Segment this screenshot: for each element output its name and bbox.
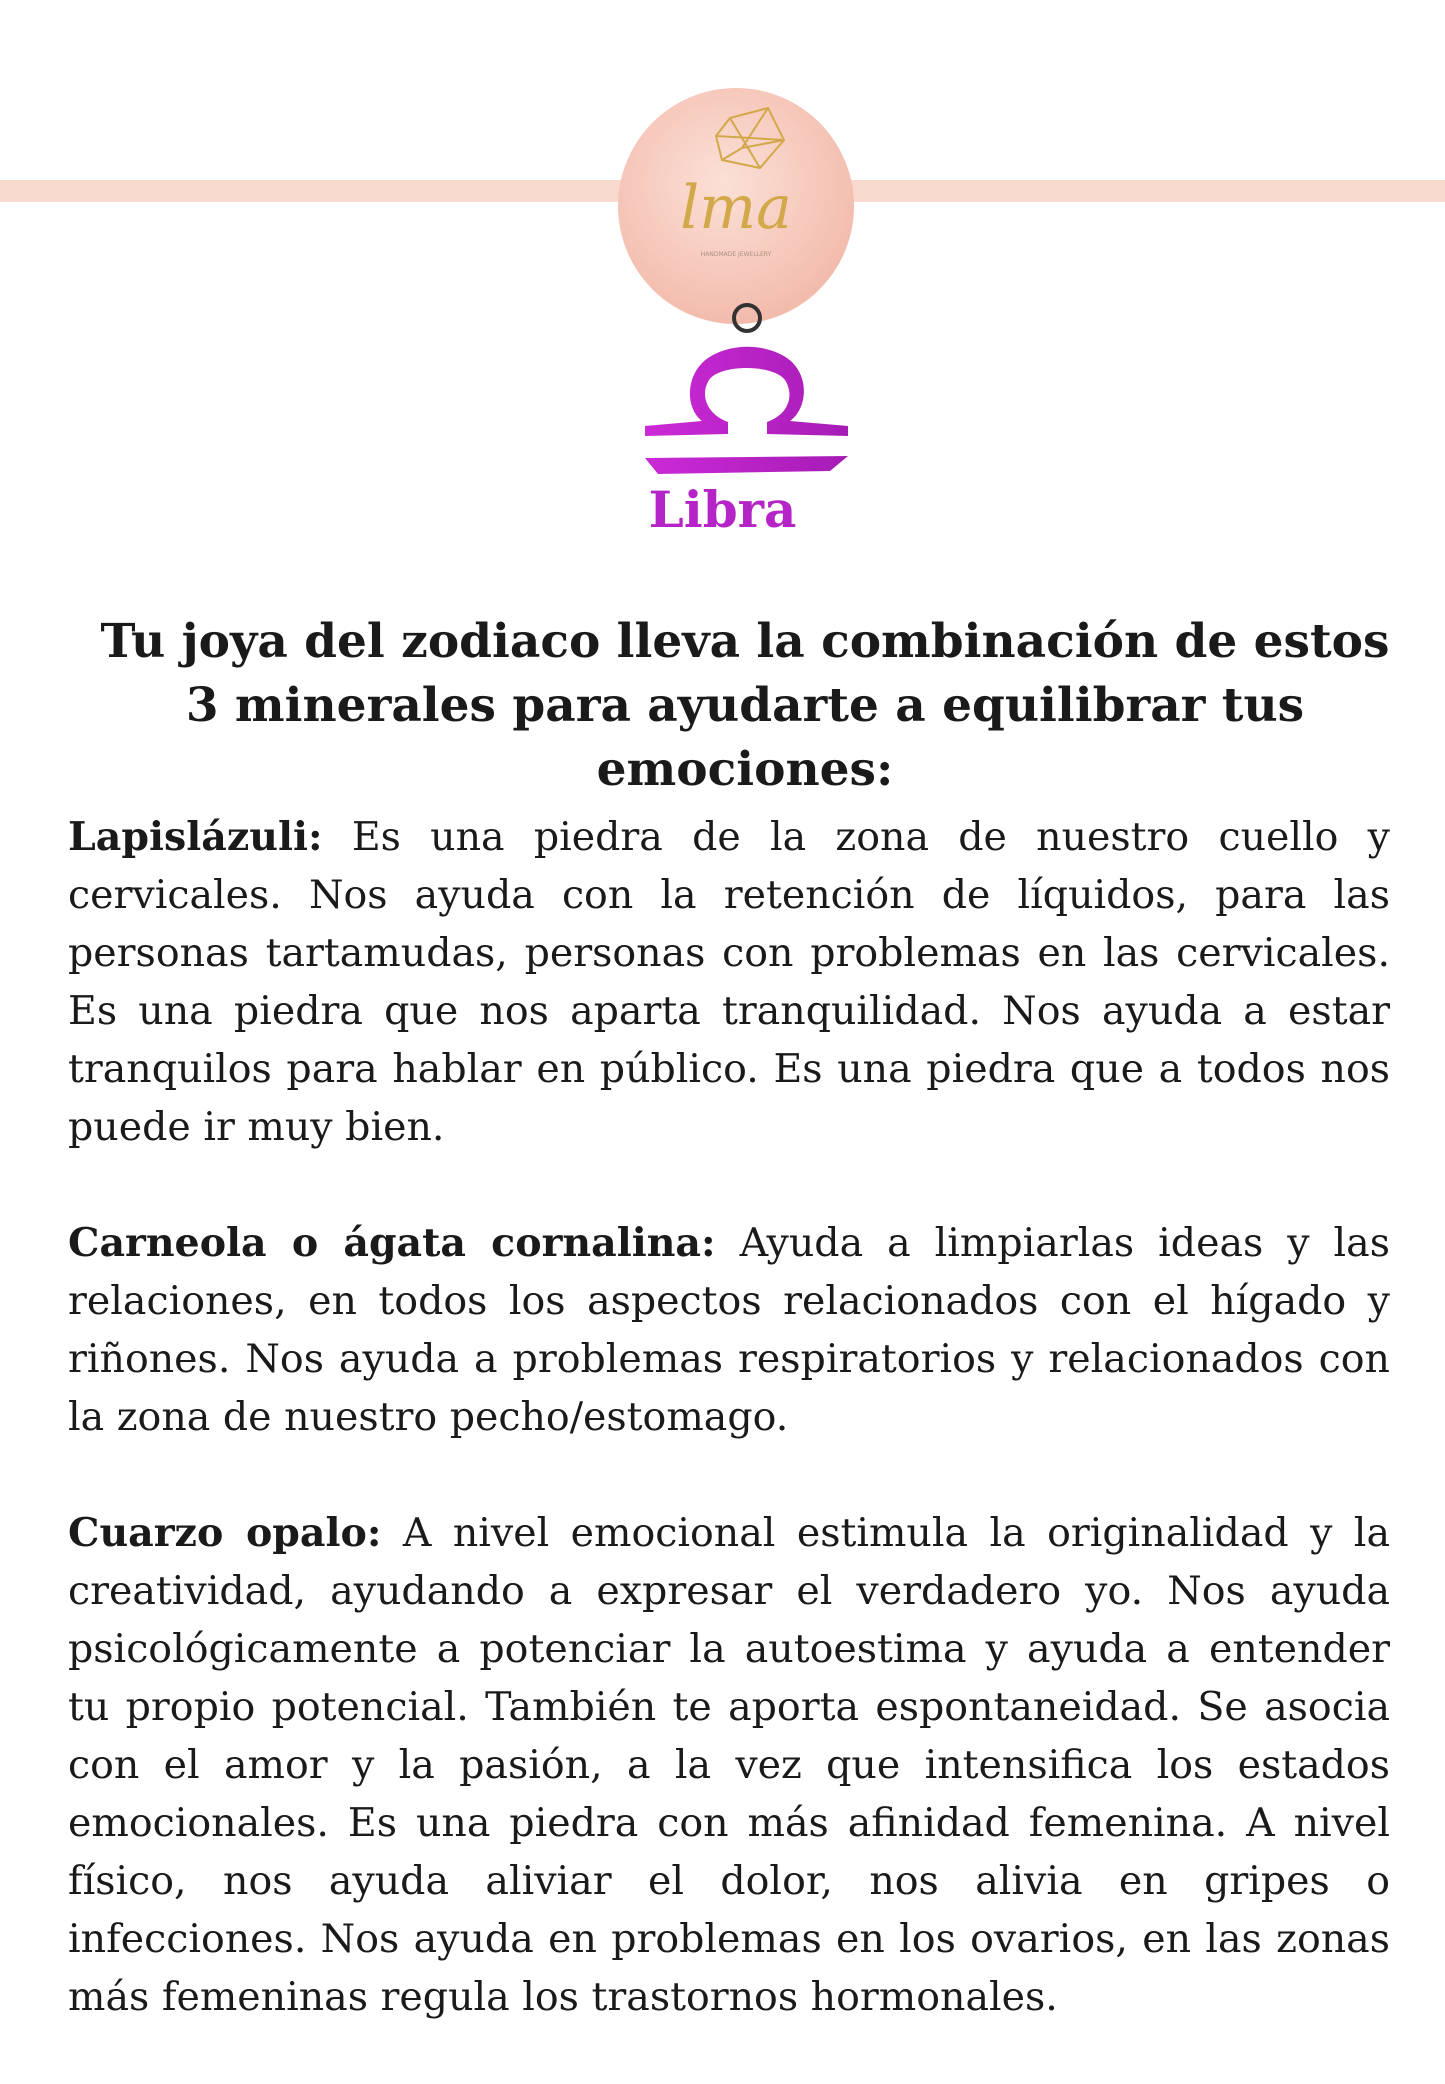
mineral-carneola [68, 1214, 1390, 1446]
libra-symbol-icon [640, 298, 850, 480]
mineral-cuarzo-opalo [68, 1504, 1390, 2026]
mineral-name: Carneola o ágata cornalina: [68, 1220, 716, 1266]
logo-tagline: HANDMADE JEWELLERY [700, 251, 772, 258]
hanging-ring [734, 305, 760, 331]
intro-heading: Tu joya del zodiaco lleva la combinación de estos 3 minerales para ayudarte a equilibrar tus emociones: [100, 614, 1390, 797]
mineral-name: Cuarzo opalo: [68, 1510, 382, 1556]
logo-wordmark: lma [680, 173, 792, 243]
sign-name: Libra [648, 480, 797, 539]
brand-logo [618, 88, 854, 324]
mineral-description: Es una piedra de la zona de nuestro cuello y cervicales. Nos ayuda con la retención de líquidos, para las personas tartamudas, personas con problemas en las cervicales. Es una piedra que nos aparta tranquilidad. Nos ayuda a estar tranquilos para hablar en público. Es una piedra que a todos nos puede ir muy bien. [68, 814, 1390, 1150]
minerals-list [68, 808, 1390, 2084]
mineral-lapislazuli [68, 808, 1390, 1156]
mineral-name: Lapislázuli: [68, 814, 323, 860]
libra-lower-bar [645, 456, 848, 474]
mineral-description: A nivel emocional estimula la originalidad y la creatividad, ayudando a expresar el verdadero yo. Nos ayuda psicológicamente a potenciar la autoestima y ayuda a entender tu propio potencial. También te aporta espontaneidad. Se asocia con el amor y la pasión, a la vez que intensifica los estados emocionales. Es una piedra con más afinidad femenina. A nivel físico, nos ayuda aliviar el dolor, nos alivia en gripes o infecciones. Nos ayuda en problemas en los ovarios, en las zonas más femeninas regula los trastornos hormonales. [68, 1510, 1390, 2020]
libra-upper-arc [645, 347, 848, 436]
mineral-description: Ayuda a limpiarlas ideas y las relaciones, en todos los aspectos relacionados con el hígado y riñones. Nos ayuda a problemas respiratorios y relacionados con la zona de nuestro pecho/estomago. [68, 1220, 1391, 1440]
